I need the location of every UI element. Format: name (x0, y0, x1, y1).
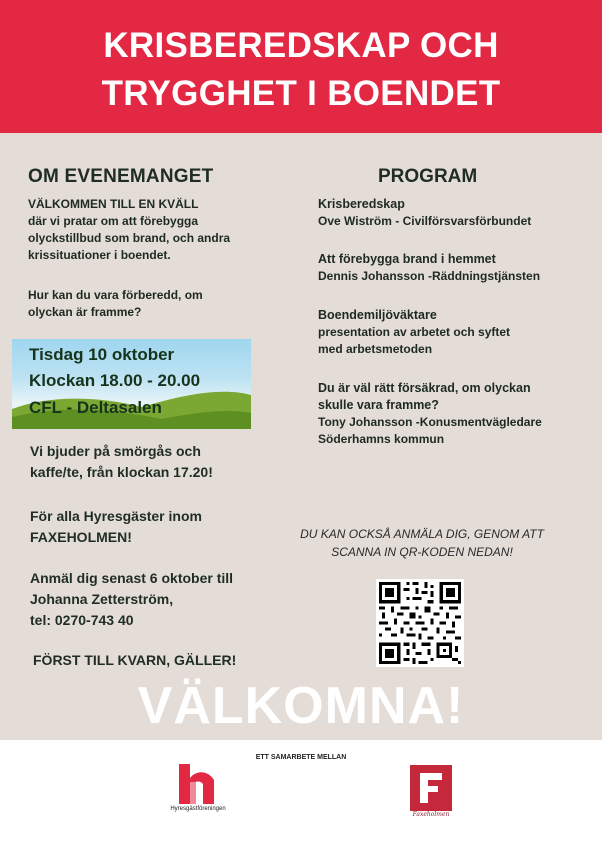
program-item-speaker: Ove Wiström - Civilförsvarsförbundet (318, 214, 532, 228)
program-item-title: Du är väl rätt försäkrad, om olyckan (318, 381, 531, 395)
program-item-speaker: Dennis Johansson -Räddningstjänsten (318, 269, 541, 283)
faxeholmen-logo (410, 765, 452, 816)
program-item-org: Söderhamns kommun (318, 432, 445, 446)
program-item-desc-2: med arbetsmetoden (318, 342, 433, 356)
collaboration-label: ETT SAMARBETE MELLAN (255, 754, 347, 761)
hyresgastforeningen-logo (178, 764, 216, 809)
about-heading: OM EVENEMANGET (28, 166, 214, 187)
program-item-speaker: Tony Johansson -Konusmentvägledare (318, 415, 542, 429)
register-line-2: SCANNA IN QR-KODEN NEDAN! (331, 545, 513, 559)
refreshments-info (30, 441, 290, 483)
program-item-desc-1: presentation av arbetet och syftet (318, 325, 511, 339)
signup-info (30, 568, 290, 631)
welcome-text: VÄLKOMNA! (137, 677, 465, 735)
faxeholmen-f-icon (410, 765, 452, 811)
title-line-1: KRISBEREDSKAP OCH (103, 26, 499, 65)
qr-register-note (282, 525, 562, 561)
signup-line-1: Anmäl dig senast 6 oktober till (30, 570, 234, 586)
about-question (28, 287, 258, 321)
qr-code[interactable] (376, 579, 464, 667)
refreshments-line-2: kaffe/te, från klockan 17.20! (30, 464, 213, 480)
qr-code-graphic (376, 579, 464, 667)
page-title (0, 22, 602, 118)
program-item-title: Krisberedskap (318, 197, 405, 211)
refreshments-line-1: Vi bjuder på smörgås och (30, 443, 201, 459)
program-item-3 (318, 307, 588, 358)
program-item-1 (318, 196, 588, 230)
hyresgastforeningen-label: Hyresgästföreningen (170, 806, 226, 812)
signup-phone: tel: 0270-743 40 (30, 612, 134, 628)
about-lead-4: krissituationer i boendet. (28, 248, 171, 262)
event-place: CFL - Deltasalen (29, 398, 162, 417)
about-lead-1: VÄLKOMMEN TILL EN KVÄLL (28, 197, 199, 211)
hyresgastforeningen-h-icon (178, 764, 216, 804)
tenants-line-1: För alla Hyresgäster inom (30, 508, 202, 524)
program-item-4 (318, 380, 588, 448)
about-lead-3: olyckstillbud som brand, och andra (28, 231, 231, 245)
about-section (28, 166, 328, 264)
event-date: Tisdag 10 oktober (29, 345, 175, 364)
program-item-title: Boendemiljöväktare (318, 308, 437, 322)
faxeholmen-label: Faxeholmen (412, 811, 450, 818)
header-banner (0, 0, 602, 133)
program-item-title-2: skulle vara framme? (318, 398, 439, 412)
title-line-2: TRYGGHET I BOENDET (101, 74, 501, 113)
program-item-2 (318, 251, 588, 285)
program-heading: PROGRAM (378, 166, 478, 187)
about-lead-2: där vi pratar om att förebygga (28, 214, 199, 228)
register-line-1: DU KAN OCKSÅ ANMÄLA DIG, GENOM ATT (300, 527, 544, 541)
signup-line-2: Johanna Zetterström, (30, 591, 174, 607)
tenants-info (30, 506, 290, 548)
event-time: Klockan 18.00 - 20.00 (29, 371, 201, 390)
first-come-notice: FÖRST TILL KVARN, GÄLLER! (33, 652, 237, 668)
question-line-2: olyckan är framme? (28, 305, 142, 319)
program-item-title: Att förebygga brand i hemmet (318, 252, 496, 266)
question-line-1: Hur kan du vara förberedd, om (28, 288, 203, 302)
tenants-line-2: FAXEHOLMEN! (30, 529, 132, 545)
event-time-banner (12, 339, 251, 429)
